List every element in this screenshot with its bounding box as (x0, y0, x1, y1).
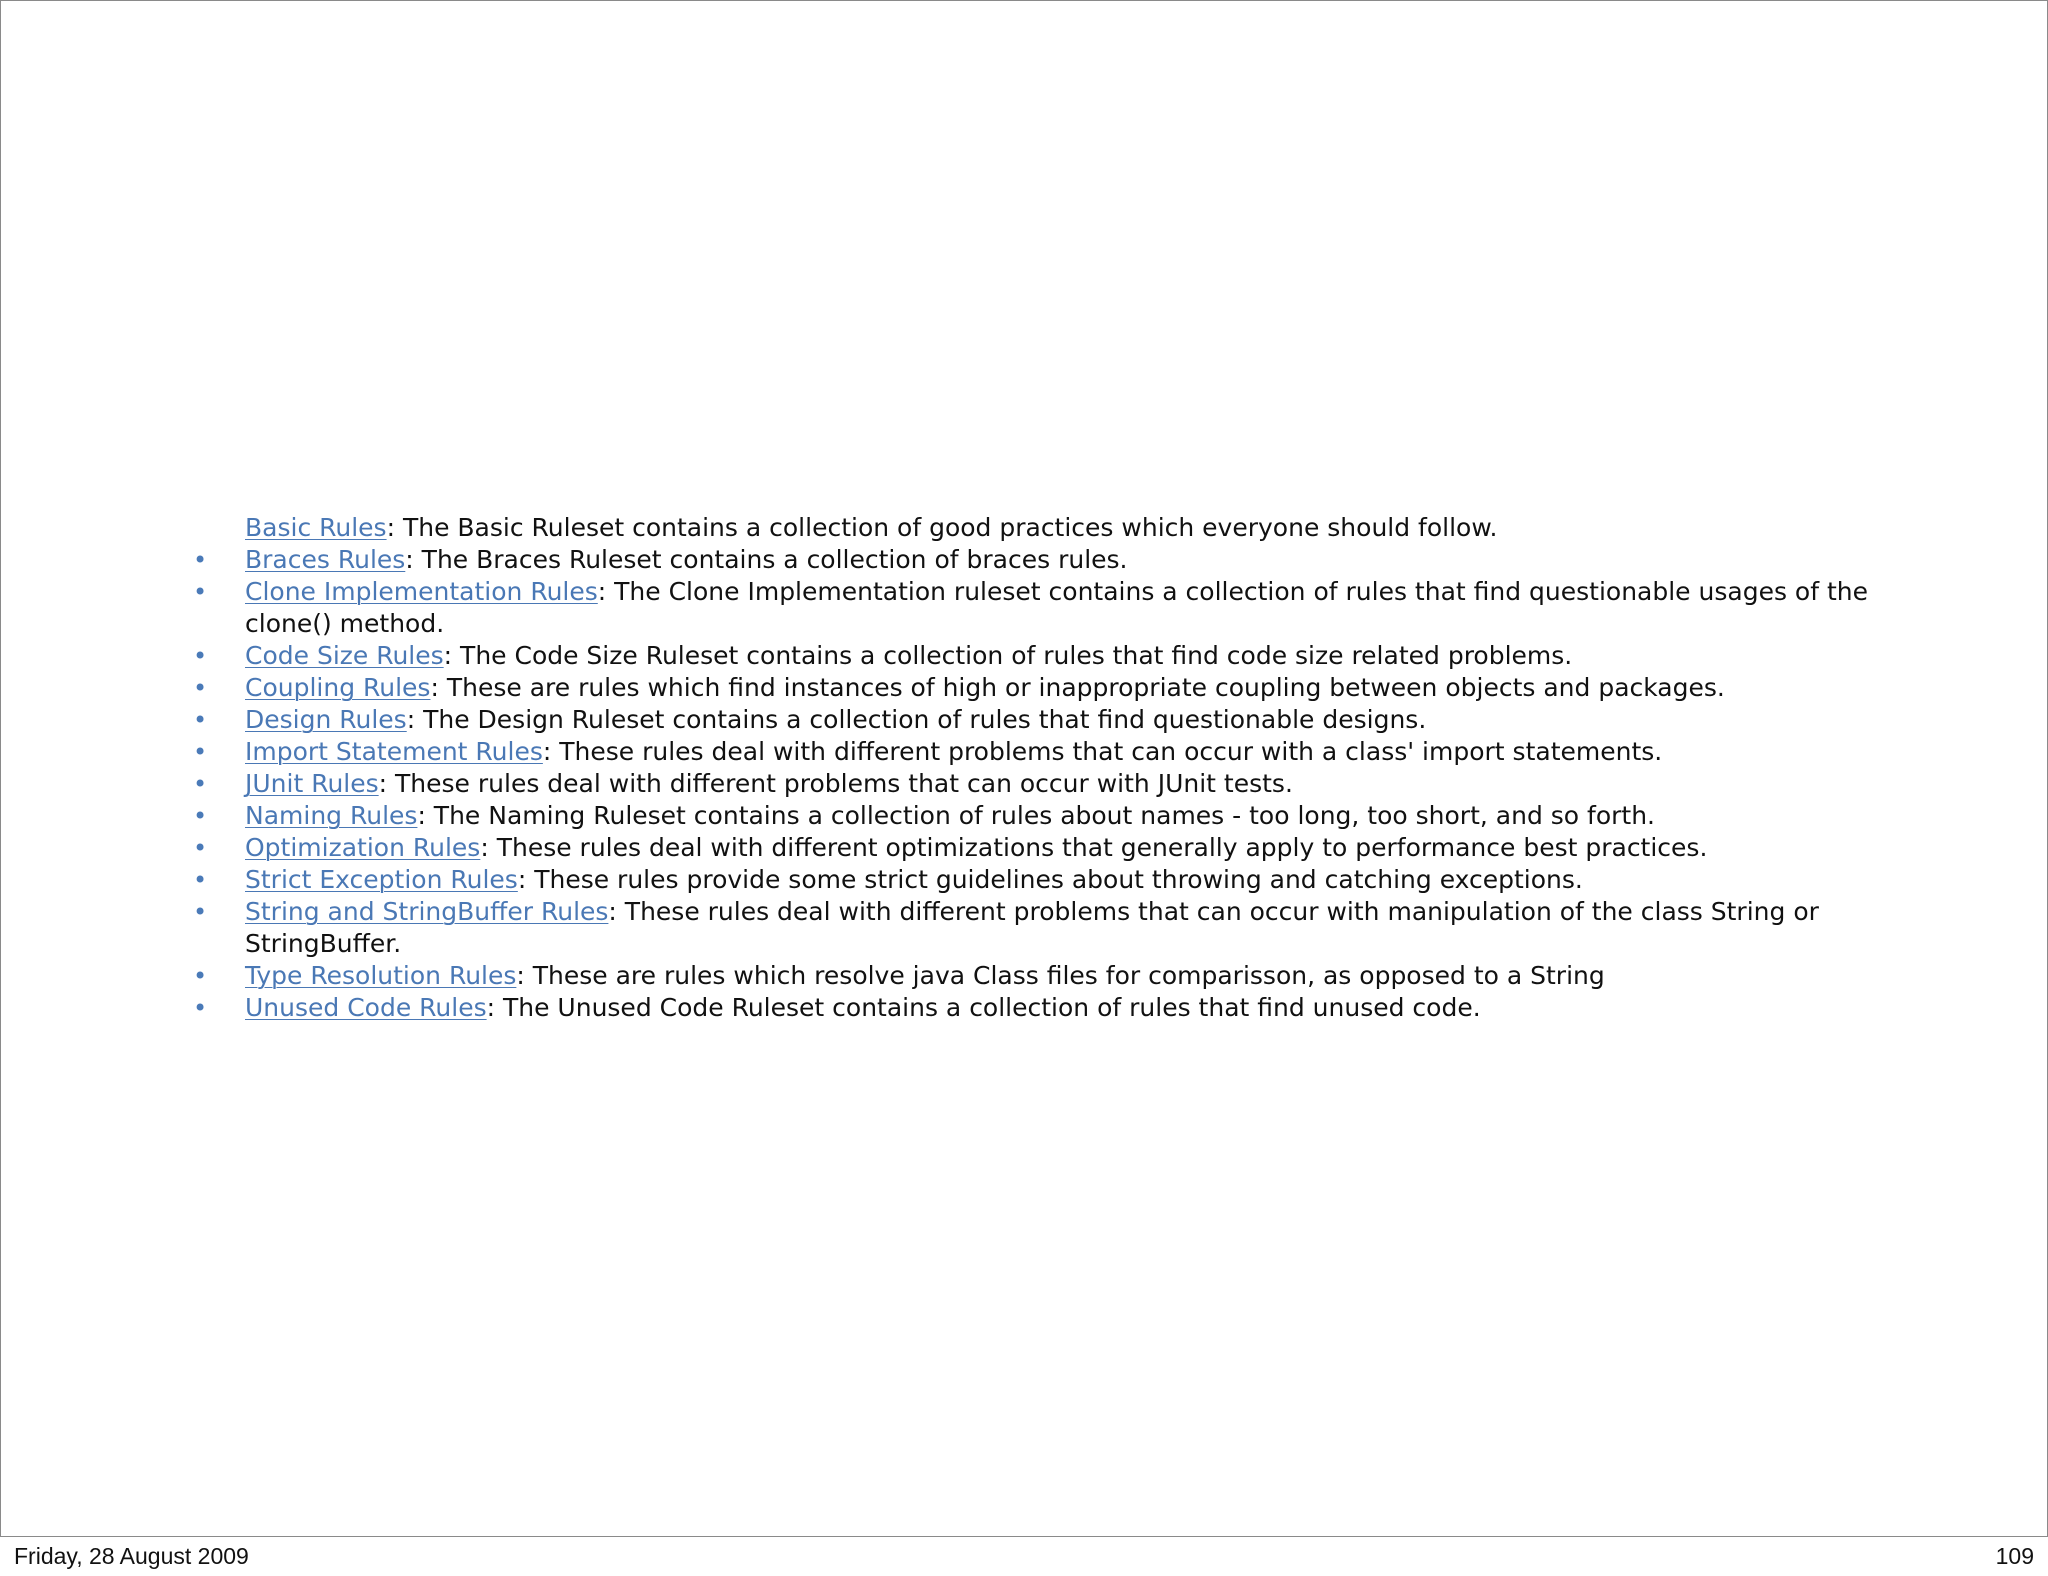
rule-description: : These rules deal with different problems that can occur with a class' import statements. (542, 737, 1663, 766)
basic-rules-link[interactable]: Basic Rules (245, 513, 387, 542)
rule-description: : The Design Ruleset contains a collection of rules that find questionable designs. (406, 705, 1427, 734)
rule-description: : The Code Size Ruleset contains a collection of rules that find code size related problems. (443, 641, 1573, 670)
list-item (189, 512, 1889, 544)
optimization-rules-link[interactable]: Optimization Rules (245, 833, 481, 862)
list-item (189, 704, 1889, 736)
list-item (189, 672, 1889, 704)
rule-description: : The Naming Ruleset contains a collection of rules about names - too long, too short, and so forth. (417, 801, 1655, 830)
list-item (189, 832, 1889, 864)
import-statement-rules-link[interactable]: Import Statement Rules (245, 737, 543, 766)
string-and-stringbuffer-rules-link[interactable]: String and StringBuffer Rules (245, 897, 609, 926)
rule-description: : These are rules which resolve java Class files for comparisson, as opposed to a String (516, 961, 1605, 990)
list-item (189, 960, 1889, 992)
code-size-rules-link[interactable]: Code Size Rules (245, 641, 444, 670)
list-item (189, 544, 1889, 576)
rule-description: : These rules deal with different optimizations that generally apply to performance best practices. (480, 833, 1708, 862)
rule-description: : The Basic Ruleset contains a collection of good practices which everyone should follow. (386, 513, 1498, 542)
list-item (189, 768, 1889, 800)
bullet: • (193, 706, 208, 734)
bullet: • (193, 802, 208, 830)
bullet: • (193, 674, 208, 702)
strict-exception-rules-link[interactable]: Strict Exception Rules (245, 865, 518, 894)
bullet: • (193, 546, 208, 574)
bullet: • (193, 770, 208, 798)
list-item (189, 736, 1889, 768)
rule-description: : The Clone Implementation ruleset contains a collection of rules that find questionable usages of the clone() method. (245, 577, 1868, 638)
list-item (189, 896, 1889, 960)
rule-description: : These rules deal with different problems that can occur with manipulation of the class String or StringBuffer. (245, 897, 1819, 958)
rule-description: : These are rules which find instances of high or inappropriate coupling between objects and packages. (430, 673, 1725, 702)
type-resolution-rules-link[interactable]: Type Resolution Rules (245, 961, 517, 990)
coupling-rules-link[interactable]: Coupling Rules (245, 673, 431, 702)
list-item (189, 576, 1889, 640)
bullet: • (193, 578, 208, 606)
bullet: • (193, 738, 208, 766)
rules-list (189, 512, 1889, 1024)
bullet: • (193, 898, 208, 926)
unused-code-rules-link[interactable]: Unused Code Rules (245, 993, 487, 1022)
braces-rules-link[interactable]: Braces Rules (245, 545, 406, 574)
bullet: • (193, 834, 208, 862)
list-item (189, 640, 1889, 672)
list-item (189, 992, 1889, 1024)
footer-date: Friday, 28 August 2009 (14, 1543, 249, 1569)
bullet: • (193, 962, 208, 990)
clone-implementation-rules-link[interactable]: Clone Implementation Rules (245, 577, 598, 606)
slide-footer (0, 1537, 2048, 1576)
rule-description: : These rules provide some strict guidelines about throwing and catching exceptions. (517, 865, 1583, 894)
list-item (189, 864, 1889, 896)
rule-description: : The Unused Code Ruleset contains a collection of rules that find unused code. (486, 993, 1481, 1022)
junit-rules-link[interactable]: JUnit Rules (245, 769, 379, 798)
bullet: • (193, 866, 208, 894)
list-item (189, 800, 1889, 832)
naming-rules-link[interactable]: Naming Rules (245, 801, 418, 830)
rule-description: : The Braces Ruleset contains a collection of braces rules. (405, 545, 1128, 574)
design-rules-link[interactable]: Design Rules (245, 705, 407, 734)
page-number: 109 (1995, 1543, 2034, 1569)
bullet: • (193, 642, 208, 670)
rule-description: : These rules deal with different problems that can occur with JUnit tests. (378, 769, 1293, 798)
bullet: • (193, 994, 208, 1022)
